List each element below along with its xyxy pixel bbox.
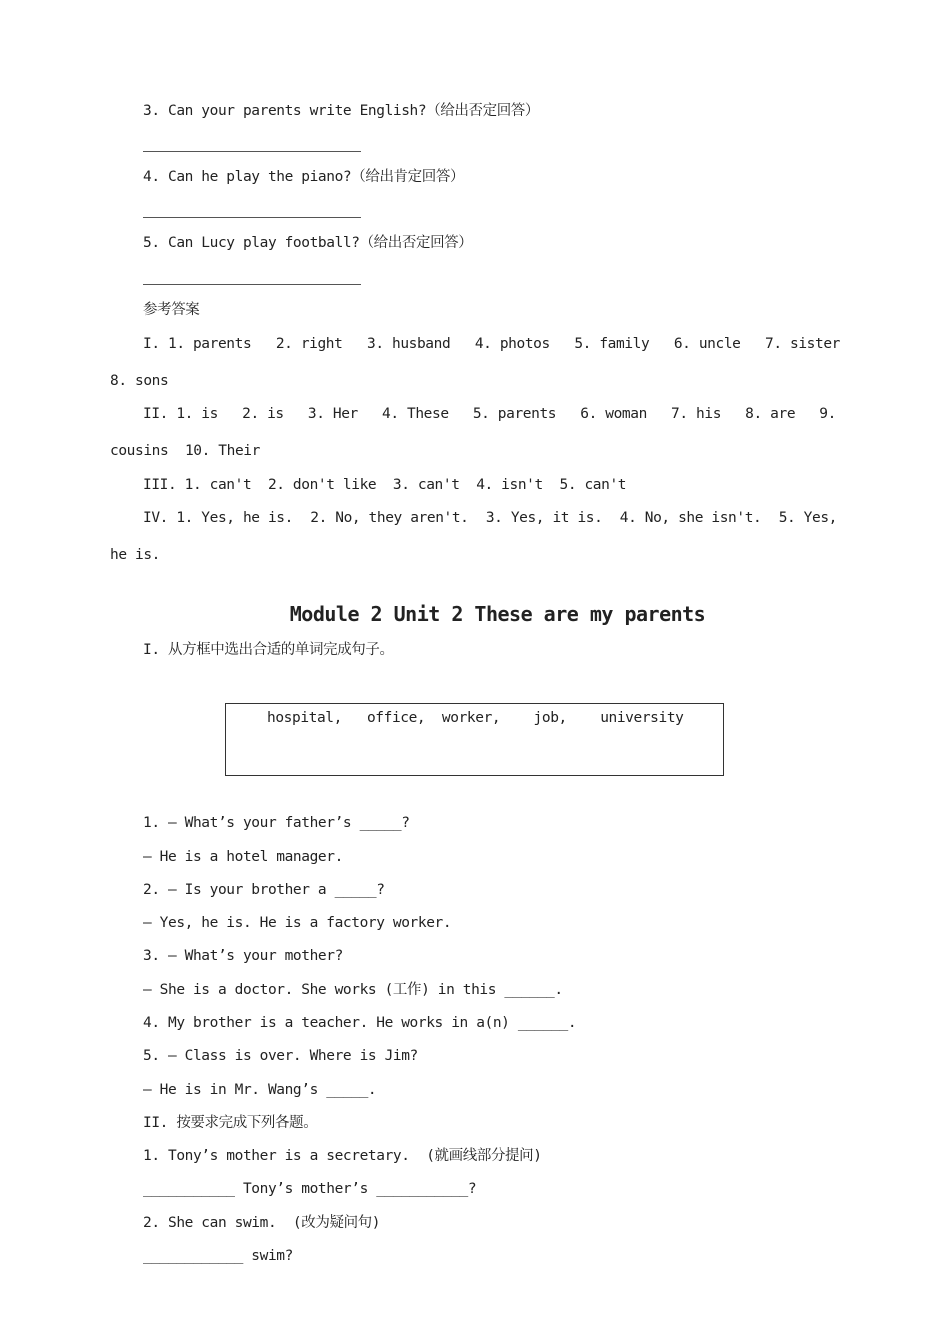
answer-token: IV. 1. Yes, he is. — [143, 510, 293, 526]
part-1-question-5-reply: — He is in Mr. Wang’s _____. — [143, 1082, 377, 1098]
part-1-instruction: I. 从方框中选出合适的单词完成句子。 — [143, 642, 394, 658]
part-1-question-1-reply: — He is a hotel manager. — [143, 849, 343, 865]
answer-token: 3. husband — [367, 336, 451, 352]
answer-token: I. 1. parents — [143, 336, 252, 352]
question-5: 5. Can Lucy play football?（给出否定回答） — [143, 235, 473, 251]
answer-key-part-1-cont: 8. sons — [110, 373, 169, 389]
question-3: 3. Can your parents write English?（给出否定回答） — [143, 103, 540, 119]
part-2-question-1: 1. Tony’s mother is a secretary. (就画线部分提问) — [143, 1148, 542, 1164]
answer-key-part-2-cont: cousins 10. Their — [110, 443, 260, 459]
part-2-instruction: II. 按要求完成下列各题。 — [143, 1115, 318, 1131]
answer-token: 3. Yes, it is. — [485, 510, 603, 526]
part-1-question-3-reply: — She is a doctor. She works (工作) in this ______. — [143, 982, 563, 998]
answer-key-part-4 — [143, 508, 837, 528]
part-1-question-2-reply: — Yes, he is. He is a factory worker. — [143, 915, 452, 931]
word-bank-box — [225, 703, 724, 776]
answer-key-heading: 参考答案 — [143, 302, 200, 318]
answer-token: 3. Her — [307, 406, 358, 422]
word-bank-words: hospital, office, worker, job, university — [267, 710, 684, 726]
answer-token: 2. No, they aren't. — [310, 510, 469, 526]
unit-title: Module 2 Unit 2 These are my parents — [289, 602, 706, 626]
answer-key-part-1 — [143, 334, 840, 354]
part-1-question-1: 1. — What’s your father’s _____? — [143, 815, 410, 831]
answer-token: 2. is — [242, 406, 284, 422]
answer-token: 4. These — [382, 406, 449, 422]
answer-token: II. 1. is — [143, 406, 218, 422]
part-1-question-2: 2. — Is your brother a _____? — [143, 882, 385, 898]
answer-token: 4. photos — [474, 336, 550, 352]
answer-token: 8. are — [745, 406, 796, 422]
answer-key-part-2 — [143, 404, 836, 424]
answer-token: 5. Yes, — [778, 510, 837, 526]
part-1-question-3: 3. — What’s your mother? — [143, 948, 343, 964]
answer-token: 5. parents — [472, 406, 557, 422]
question-4: 4. Can he play the piano?（给出肯定回答） — [143, 169, 465, 185]
part-2-question-2-blank: ____________ swim? — [143, 1248, 293, 1264]
answer-token: 7. sister — [765, 336, 840, 352]
answer-blank-3 — [143, 151, 361, 152]
part-1-question-5: 5. — Class is over. Where is Jim? — [143, 1048, 418, 1064]
answer-blank-4 — [143, 217, 361, 218]
answer-token: 6. uncle — [673, 336, 741, 352]
answer-token: 4. No, she isn't. — [619, 510, 762, 526]
part-2-question-1-blank: ___________ Tony’s mother’s ___________? — [143, 1181, 477, 1197]
answer-token: 6. woman — [580, 406, 647, 422]
part-2-question-2: 2. She can swim. (改为疑问句) — [143, 1215, 381, 1231]
answer-key-part-3: III. 1. can't 2. don't like 3. can't 4. isn't 5. can't — [143, 477, 627, 493]
answer-token: 9. — [819, 406, 836, 422]
answer-token: 5. family — [574, 336, 650, 352]
answer-key-part-4-cont: he is. — [110, 547, 160, 563]
answer-token: 7. his — [671, 406, 722, 422]
answer-blank-5 — [143, 284, 361, 285]
part-1-question-4: 4. My brother is a teacher. He works in a(n) ______. — [143, 1015, 577, 1031]
answer-token: 2. right — [275, 336, 343, 352]
